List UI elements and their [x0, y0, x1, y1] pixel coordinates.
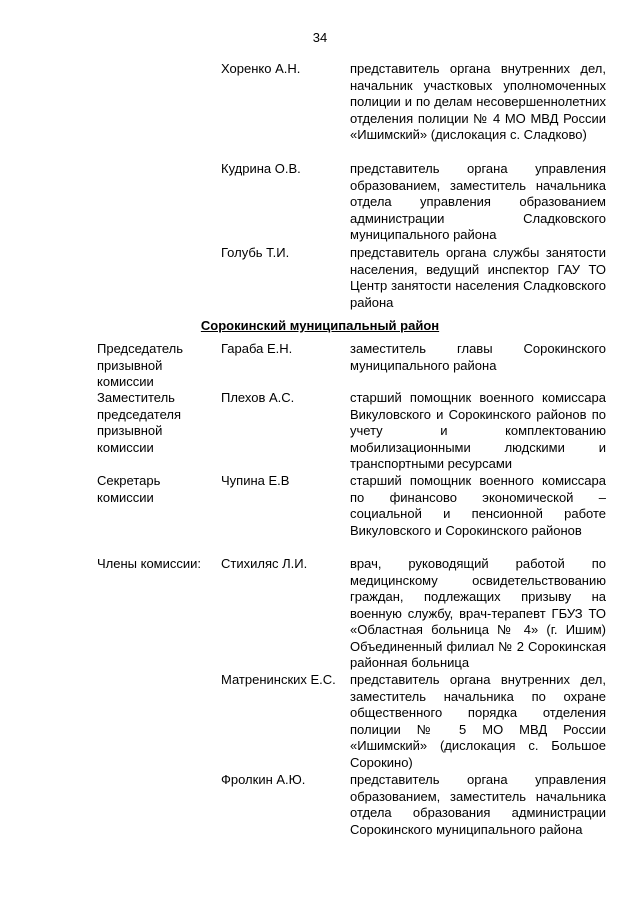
member-name: Стихиляс Л.И.	[221, 556, 308, 571]
member-description: врач, руководящий работой по медицинскому освидетельствованию граждан, подлежащих призыву на военную службу, врач-терапевт ГБУЗ ТО «Областная больница № 4» (г. Ишим) Объединенный филиал № 2 Сорокинская районная больница	[350, 556, 606, 670]
member-name: Матренинских Е.С.	[221, 672, 336, 687]
page-number: 34	[312, 30, 328, 45]
member-description: старший помощник военного комиссара по финансово экономической – социальной и пенсионной работе Викуловского и Сорокинского районов	[350, 473, 606, 538]
member-description: представитель органа внутренних дел, заместитель начальника по охране общественного порядка отделения полиции № 5 МО МВД России «Ишимский» (дислокация с. Большое Сорокино)	[350, 672, 606, 770]
member-role: Председатель призывной комиссии	[97, 341, 184, 389]
member-role: Члены комиссии:	[97, 556, 202, 571]
member-role: Заместитель председателя призывной комиссии	[97, 390, 182, 455]
member-name: Фролкин А.Ю.	[221, 772, 306, 787]
section-title: Сорокинский муниципальный район	[200, 318, 440, 333]
member-name: Кудрина О.В.	[221, 161, 301, 176]
member-name: Плехов А.С.	[221, 390, 295, 405]
member-description: представитель органа управления образованием, заместитель начальника отдела образования администрации Сорокинского муниципального района	[350, 772, 606, 837]
member-description: представитель органа службы занятости населения, ведущий инспектор ГАУ ТО Центр занятости населения Сладковского района	[350, 245, 606, 310]
member-role: Секретарь комиссии	[97, 473, 161, 505]
member-name: Голубь Т.И.	[221, 245, 290, 260]
member-name: Чупина Е.В	[221, 473, 290, 488]
member-description: представитель органа управления образованием, заместитель начальника отдела управления образованием администрации Сладковского муниципального района	[350, 161, 606, 242]
member-description: представитель органа внутренних дел, начальник участковых уполномоченных полиции и по делам несовершеннолетних отделения полиции № 4 МО МВД России «Ишимский» (дислокация с. Сладково)	[350, 61, 606, 142]
member-description: заместитель главы Сорокинского муниципального района	[350, 341, 606, 373]
member-description: старший помощник военного комиссара Викуловского и Сорокинского районов по учету и комплектованию мобилизационными людскими и транспортными ресурсами	[350, 390, 606, 471]
member-name: Хоренко А.Н.	[221, 61, 301, 76]
member-name: Гараба Е.Н.	[221, 341, 293, 356]
